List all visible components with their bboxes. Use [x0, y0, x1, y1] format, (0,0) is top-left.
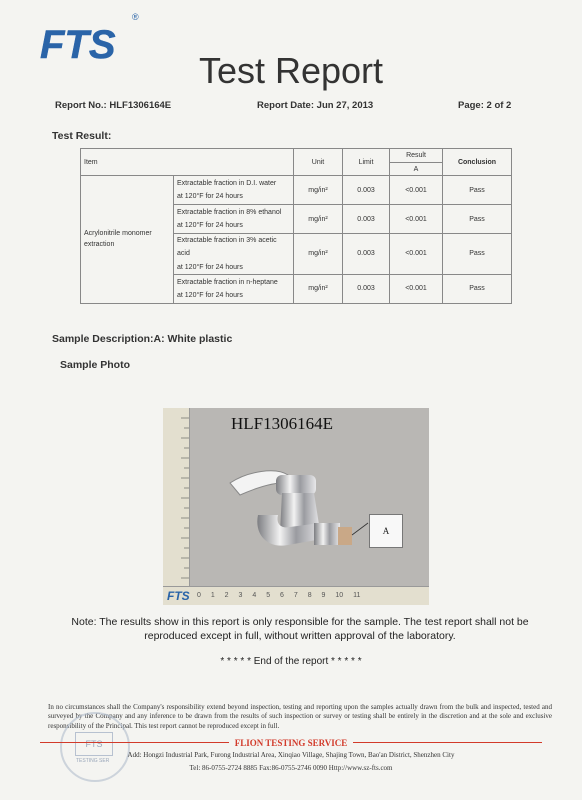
table-header-row: [81, 149, 512, 163]
header-conclusion: Conclusion: [443, 149, 512, 176]
ruler-numbers: 0 1 2 3 4 5 6 7 8 9 10 11: [197, 592, 361, 599]
row-result: <0.001: [390, 274, 443, 303]
page-number: [458, 100, 511, 111]
footer-address: Add: Hongzi Industrial Park, Furong Industrial Area, Xinqiao Village, Shajing Town, Bao'an District, Shenzhen City: [127, 751, 455, 759]
row-conclusion: Pass: [443, 274, 512, 303]
row-conclusion: Pass: [443, 176, 512, 205]
row-result: <0.001: [390, 205, 443, 234]
page-title: Test Report: [198, 50, 384, 91]
sample-photo-heading: Sample Photo: [60, 359, 131, 371]
report-date-label: Report Date:: [257, 100, 315, 111]
group-label: Acrylonitrile monomer extraction: [81, 176, 174, 304]
row-desc-1: Extractable fraction in 3% acetic acid: [177, 237, 277, 258]
row-limit: 0.003: [343, 176, 390, 205]
faucet-image: [218, 453, 378, 583]
row-desc-1: Extractable fraction in 8% ethanol: [177, 208, 282, 216]
row-result: <0.001: [390, 234, 443, 275]
footer-contacts: Tel: 86-0755-2724 8885 Fax:86-0755-2746 0090 Http://www.sz-fts.com: [189, 764, 393, 772]
row-desc-2: at 120°F for 24 hours: [177, 291, 243, 299]
page-label: Page:: [458, 100, 484, 111]
ruler-logo: FTS: [167, 589, 190, 603]
results-table: [80, 148, 512, 304]
row-unit: mg/in²: [294, 176, 343, 205]
row-limit: 0.003: [343, 274, 390, 303]
report-no: [55, 100, 171, 111]
logo-text: FTS: [40, 23, 116, 67]
header-limit: Limit: [343, 149, 390, 176]
sample-photo: [163, 408, 429, 605]
sample-description: Sample Description:A: White plastic: [52, 333, 233, 345]
row-desc-1: Extractable fraction in D.I. water: [177, 179, 277, 187]
disclaimer: In no circumstances shall the Company's responsibility extend beyond inspection, testing and reporting upon the samples actually drawn from the bulk and inspected, tested and surveyed by the Company and any inference to be drawn from the results of such inspection or survey or testing shall be entirely in the discretion and at the sole and exclusive responsibility of the Principal. This test report cannot be reproduced except in full.: [48, 703, 552, 730]
report-no-label: Report No.:: [55, 100, 107, 111]
row-limit: 0.003: [343, 234, 390, 275]
header-unit: Unit: [294, 149, 343, 176]
report-date: [257, 100, 373, 111]
registered-mark: ®: [132, 12, 139, 22]
footer-company-name: FLION TESTING SERVICE: [229, 738, 354, 748]
row-unit: mg/in²: [294, 274, 343, 303]
row-conclusion: Pass: [443, 205, 512, 234]
header-item: Item: [81, 149, 294, 176]
row-unit: mg/in²: [294, 234, 343, 275]
row-desc-1: Extractable fraction in n-heptane: [177, 278, 278, 286]
row-unit: mg/in²: [294, 205, 343, 234]
test-result-heading: Test Result:: [52, 130, 112, 142]
end-of-report: * * * * * End of the report * * * * *: [220, 656, 362, 667]
footer-company: [0, 738, 582, 748]
stamp-text: TESTING SER: [76, 758, 110, 764]
sample-tag: A: [369, 514, 403, 548]
row-result: <0.001: [390, 176, 443, 205]
report-no-value: HLF1306164E: [109, 100, 172, 111]
row-desc-2: at 120°F for 24 hours: [177, 263, 243, 271]
table-row: [81, 176, 512, 205]
row-desc-2: at 120°F for 24 hours: [177, 222, 243, 229]
row-conclusion: Pass: [443, 234, 512, 275]
vertical-ruler: [163, 408, 190, 605]
row-limit: 0.003: [343, 205, 390, 234]
page-value: 2 of 2: [486, 100, 512, 111]
stamp-code: FTS: [75, 732, 113, 756]
horizontal-ruler: [163, 586, 429, 605]
header-result: Result: [390, 149, 443, 163]
note-text: Note: The results show in this report is only responsible for the sample. The test report shall not be reproduced except in full, without written approval of the laboratory.: [71, 616, 529, 642]
report-date-value: Jun 27, 2013: [316, 100, 374, 111]
header-result-sub: A: [390, 163, 443, 176]
photo-report-code: HLF1306164E: [231, 414, 333, 433]
row-desc-2: at 120°F for 24 hours: [177, 193, 243, 200]
